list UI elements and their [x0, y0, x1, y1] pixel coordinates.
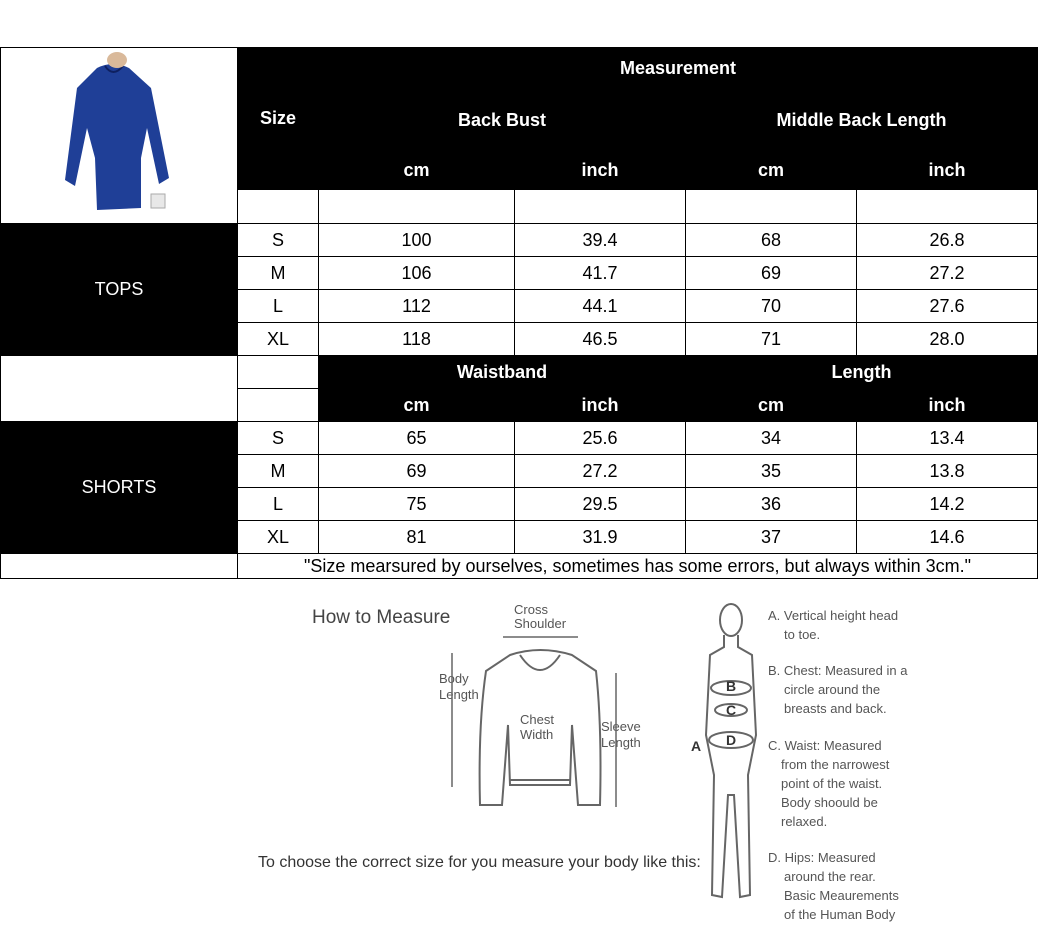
step-d-text: around the rear. [784, 869, 876, 884]
pajama-set-image [1, 48, 237, 218]
step-d-text: Basic Meaurements [784, 888, 899, 903]
value-cell: 81 [319, 521, 515, 554]
cross-shoulder-label: Shoulder [514, 616, 567, 631]
empty-cell [686, 189, 857, 223]
value-cell: 71 [686, 323, 857, 356]
value-cell: 25.6 [515, 422, 686, 455]
value-cell: 69 [686, 257, 857, 290]
step-d-text: D. Hips: Measured [768, 850, 876, 865]
measurement-note: "Size mearsured by ourselves, sometimes has some errors, but always within 3cm." [238, 554, 1038, 579]
step-c-text: C. Waist: Measured [768, 738, 882, 753]
value-cell: 27.2 [515, 455, 686, 488]
empty-cell [319, 189, 515, 223]
value-cell: 39.4 [515, 224, 686, 257]
product-photo [1, 48, 238, 224]
measure-guide-illustration [0, 575, 1039, 925]
instruction-text: To choose the correct size for you measure your body like this: [258, 854, 701, 871]
value-cell: 46.5 [515, 323, 686, 356]
how-to-measure-section [0, 575, 1039, 925]
empty-cell [238, 389, 319, 422]
waistband-header: Waistband [319, 356, 686, 389]
empty-cell [238, 189, 319, 223]
unit-inch-header: inch [857, 152, 1038, 189]
size-chart-table [0, 47, 1038, 579]
step-d-text: of the Human Body [784, 907, 896, 922]
size-cell: S [238, 224, 319, 257]
value-cell: 106 [319, 257, 515, 290]
body-length-label: Body [439, 671, 469, 686]
top-blank-strip [0, 0, 1039, 46]
unit-cm-header: cm [686, 389, 857, 422]
size-header: Size [238, 48, 319, 190]
size-cell: XL [238, 323, 319, 356]
measure-steps [768, 608, 908, 922]
value-cell: 29.5 [515, 488, 686, 521]
value-cell: 100 [319, 224, 515, 257]
value-cell: 13.8 [857, 455, 1038, 488]
value-cell: 112 [319, 290, 515, 323]
empty-cell [1, 356, 238, 422]
figure-letter-b: B [726, 678, 737, 694]
size-cell: M [238, 257, 319, 290]
empty-cell [515, 189, 686, 223]
value-cell: 69 [319, 455, 515, 488]
value-cell: 44.1 [515, 290, 686, 323]
figure-letter-d: D [726, 732, 737, 748]
size-cell: S [238, 422, 319, 455]
unit-inch-header: inch [515, 389, 686, 422]
value-cell: 37 [686, 521, 857, 554]
human-figure-icon [706, 604, 756, 897]
chest-width-label: Width [520, 727, 554, 742]
table-row [1, 224, 1038, 257]
step-a-text: A. Vertical height head [768, 608, 899, 623]
value-cell: 118 [319, 323, 515, 356]
size-cell: L [238, 290, 319, 323]
step-c-text: Body shoould be [781, 795, 878, 810]
value-cell: 70 [686, 290, 857, 323]
measurement-header: Measurement [319, 48, 1038, 90]
value-cell: 27.2 [857, 257, 1038, 290]
value-cell: 28.0 [857, 323, 1038, 356]
how-to-measure-title: How to Measure [312, 607, 451, 628]
size-cell: L [238, 488, 319, 521]
step-b-text: circle around the [784, 682, 881, 697]
sleeve-length-label: Length [601, 735, 641, 750]
value-cell: 35 [686, 455, 857, 488]
unit-inch-header: inch [857, 389, 1038, 422]
value-cell: 75 [319, 488, 515, 521]
value-cell: 65 [319, 422, 515, 455]
value-cell: 27.6 [857, 290, 1038, 323]
unit-inch-header: inch [515, 152, 686, 189]
unit-cm-header: cm [686, 152, 857, 189]
unit-cm-header: cm [319, 152, 515, 189]
size-cell: M [238, 455, 319, 488]
step-c-text: relaxed. [781, 814, 828, 829]
sleeve-length-label: Sleeve [601, 719, 641, 734]
value-cell: 26.8 [857, 224, 1038, 257]
back-bust-header: Back Bust [319, 90, 686, 152]
length-header: Length [686, 356, 1038, 389]
step-b-text: B. Chest: Measured in a [768, 663, 908, 678]
middle-back-length-header: Middle Back Length [686, 90, 1038, 152]
empty-cell [238, 356, 319, 389]
body-length-label: Length [439, 687, 479, 702]
value-cell: 34 [686, 422, 857, 455]
step-c-text: from the narrowest [781, 757, 890, 772]
value-cell: 36 [686, 488, 857, 521]
empty-cell [857, 189, 1038, 223]
step-c-text: point of the waist. [781, 776, 883, 791]
value-cell: 13.4 [857, 422, 1038, 455]
value-cell: 14.6 [857, 521, 1038, 554]
figure-letter-a: A [691, 738, 702, 754]
step-a-text: to toe. [784, 627, 821, 642]
value-cell: 41.7 [515, 257, 686, 290]
cross-shoulder-label: Cross [514, 602, 548, 617]
tops-category-label: TOPS [1, 224, 238, 356]
value-cell: 31.9 [515, 521, 686, 554]
step-b-text: breasts and back. [784, 701, 887, 716]
shorts-category-label: SHORTS [1, 422, 238, 554]
value-cell: 14.2 [857, 488, 1038, 521]
table-row [1, 422, 1038, 455]
size-cell: XL [238, 521, 319, 554]
figure-letter-c: C [726, 702, 737, 718]
chest-width-label: Chest [520, 712, 554, 727]
value-cell: 68 [686, 224, 857, 257]
unit-cm-header: cm [319, 389, 515, 422]
